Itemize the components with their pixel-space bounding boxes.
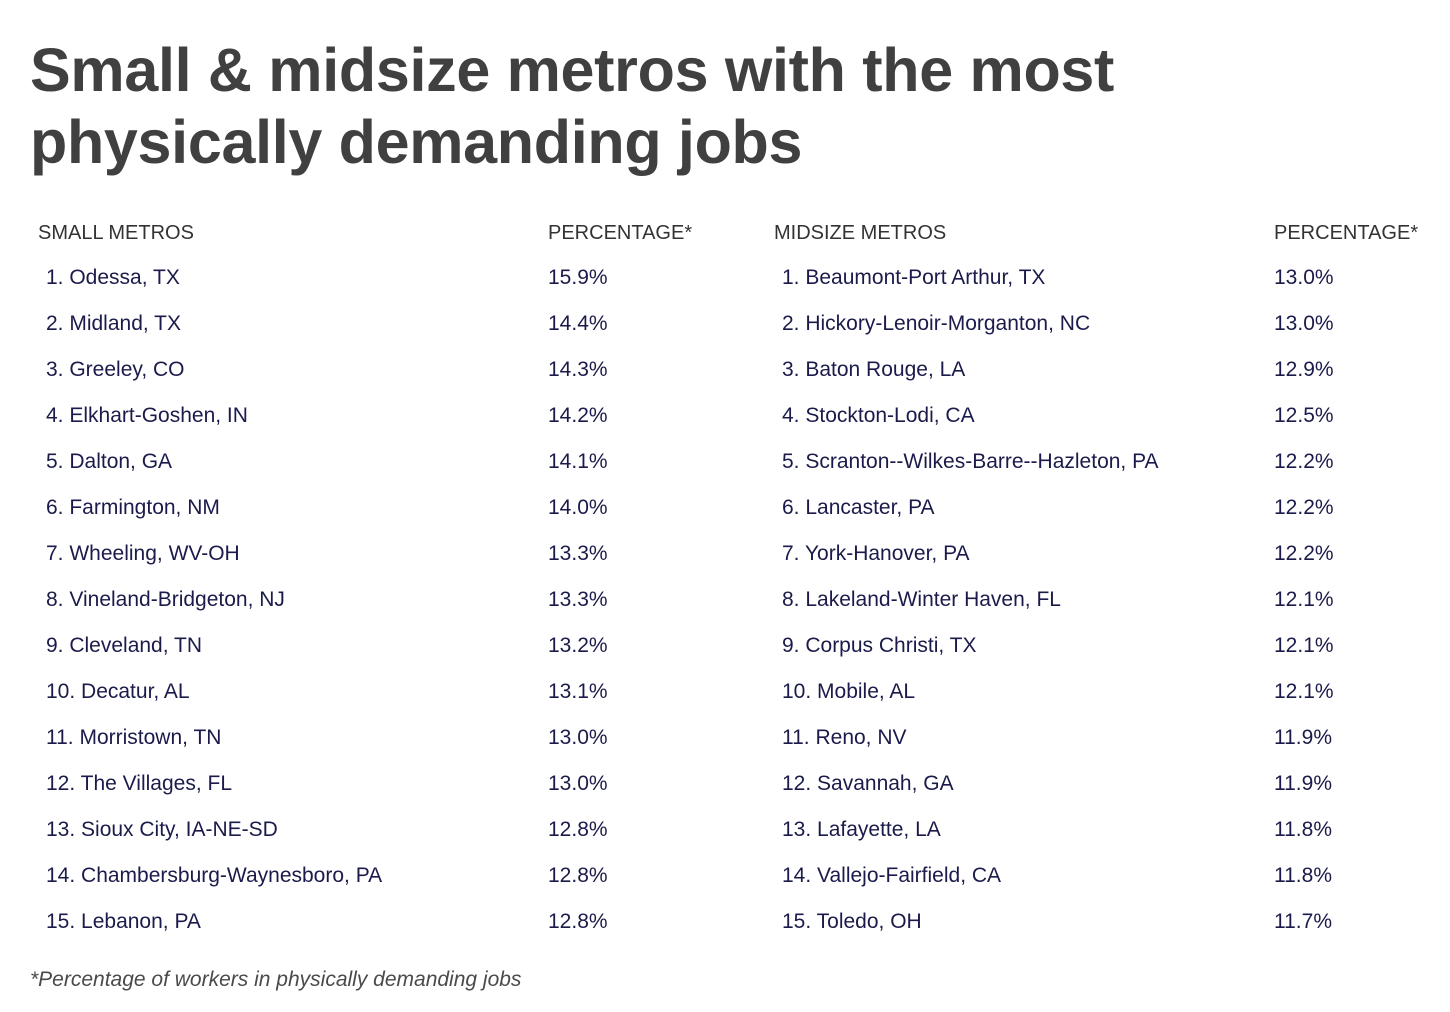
table-row [774, 528, 1434, 574]
metro-percentage: 14.2% [548, 404, 608, 427]
metro-name: 15. Lebanon, PA [46, 910, 201, 933]
column-header-percentage: PERCENTAGE* [548, 222, 693, 244]
table-body [774, 252, 1434, 942]
metro-name: 5. Dalton, GA [46, 450, 173, 473]
metro-percentage: 12.1% [1274, 588, 1334, 611]
metro-percentage: 13.3% [548, 542, 608, 565]
metro-percentage: 12.8% [548, 910, 608, 933]
metro-percentage: 14.3% [548, 358, 608, 381]
metro-percentage: 12.1% [1274, 680, 1334, 703]
metro-name: 12. Savannah, GA [782, 772, 954, 795]
metro-percentage: 13.0% [1274, 312, 1334, 335]
metro-name: 8. Vineland-Bridgeton, NJ [46, 588, 285, 611]
metro-name: 2. Midland, TX [46, 312, 182, 335]
metro-name: 6. Lancaster, PA [782, 496, 935, 519]
metro-percentage: 12.5% [1274, 404, 1334, 427]
table-row [38, 896, 738, 942]
metro-percentage: 13.0% [1274, 266, 1334, 289]
column-header-percentage: PERCENTAGE* [1274, 222, 1419, 244]
table-row [38, 666, 738, 712]
metro-name: 3. Greeley, CO [46, 358, 185, 381]
metro-percentage: 12.1% [1274, 634, 1334, 657]
table-row [774, 896, 1434, 942]
table-row [38, 574, 738, 620]
metro-name: 1. Odessa, TX [46, 266, 180, 289]
table-row [774, 666, 1434, 712]
metro-percentage: 12.8% [548, 864, 608, 887]
footnote: *Percentage of workers in physically demanding jobs [30, 968, 522, 991]
table-row [38, 298, 738, 344]
metro-percentage: 12.2% [1274, 542, 1334, 565]
metro-name: 4. Stockton-Lodi, CA [782, 404, 975, 427]
metro-name: 7. Wheeling, WV-OH [46, 542, 240, 565]
metro-name: 13. Lafayette, LA [782, 818, 941, 841]
metro-name: 11. Reno, NV [782, 726, 907, 749]
small-metros-table [38, 222, 738, 942]
metro-name: 9. Cleveland, TN [46, 634, 203, 657]
metro-name: 1. Beaumont-Port Arthur, TX [782, 266, 1046, 289]
metro-name: 14. Chambersburg-Waynesboro, PA [46, 864, 383, 887]
metro-percentage: 13.3% [548, 588, 608, 611]
page-title: Small & midsize metros with the most physically demanding jobs [30, 36, 1115, 176]
metro-name: 14. Vallejo-Fairfield, CA [782, 864, 1002, 887]
table-row [774, 344, 1434, 390]
metro-name: 13. Sioux City, IA-NE-SD [46, 818, 278, 841]
table-row [774, 390, 1434, 436]
table-row [38, 528, 738, 574]
metro-percentage: 14.4% [548, 312, 608, 335]
metro-percentage: 11.8% [1274, 818, 1332, 841]
metro-name: 4. Elkhart-Goshen, IN [46, 404, 248, 427]
table-row [38, 482, 738, 528]
metro-name: 15. Toledo, OH [782, 910, 922, 933]
metro-percentage: 13.0% [548, 772, 608, 795]
metro-percentage: 14.1% [548, 450, 608, 473]
metro-percentage: 13.0% [548, 726, 608, 749]
metro-name: 6. Farmington, NM [46, 496, 220, 519]
table-row [774, 574, 1434, 620]
metro-percentage: 11.9% [1274, 726, 1332, 749]
metro-percentage: 11.8% [1274, 864, 1332, 887]
metro-percentage: 12.8% [548, 818, 608, 841]
table-row [774, 298, 1434, 344]
metro-percentage: 11.7% [1274, 910, 1332, 933]
metro-percentage: 12.2% [1274, 496, 1334, 519]
table-row [38, 436, 738, 482]
table-row [774, 804, 1434, 850]
table-row [774, 620, 1434, 666]
metro-name: 2. Hickory-Lenoir-Morganton, NC [782, 312, 1091, 335]
table-row [38, 712, 738, 758]
table-row [774, 252, 1434, 298]
metro-name: 10. Decatur, AL [46, 680, 190, 703]
metro-name: 5. Scranton--Wilkes-Barre--Hazleton, PA [782, 450, 1159, 473]
table-row [774, 436, 1434, 482]
table-row [38, 390, 738, 436]
metro-name: 8. Lakeland-Winter Haven, FL [782, 588, 1061, 611]
metro-name: 10. Mobile, AL [782, 680, 916, 703]
metro-name: 9. Corpus Christi, TX [782, 634, 977, 657]
metro-percentage: 12.2% [1274, 450, 1334, 473]
metro-percentage: 14.0% [548, 496, 608, 519]
table-body [38, 252, 738, 942]
metro-percentage: 15.9% [548, 266, 608, 289]
table-row [774, 850, 1434, 896]
table-row [38, 252, 738, 298]
table-row [38, 344, 738, 390]
midsize-metros-table [774, 222, 1434, 942]
metro-name: 11. Morristown, TN [46, 726, 222, 749]
column-header-name: SMALL METROS [38, 222, 194, 244]
table-row [774, 712, 1434, 758]
table-header [774, 222, 1434, 252]
metro-percentage: 12.9% [1274, 358, 1334, 381]
metro-percentage: 13.2% [548, 634, 608, 657]
table-header [38, 222, 738, 252]
metro-percentage: 13.1% [548, 680, 608, 703]
metro-name: 12. The Villages, FL [46, 772, 233, 795]
metro-name: 7. York-Hanover, PA [782, 542, 970, 565]
metro-percentage: 11.9% [1274, 772, 1332, 795]
table-row [38, 804, 738, 850]
column-header-name: MIDSIZE METROS [774, 222, 947, 244]
table-row [38, 850, 738, 896]
table-row [774, 758, 1434, 804]
table-row [38, 620, 738, 666]
table-row [38, 758, 738, 804]
metro-name: 3. Baton Rouge, LA [782, 358, 966, 381]
table-row [774, 482, 1434, 528]
